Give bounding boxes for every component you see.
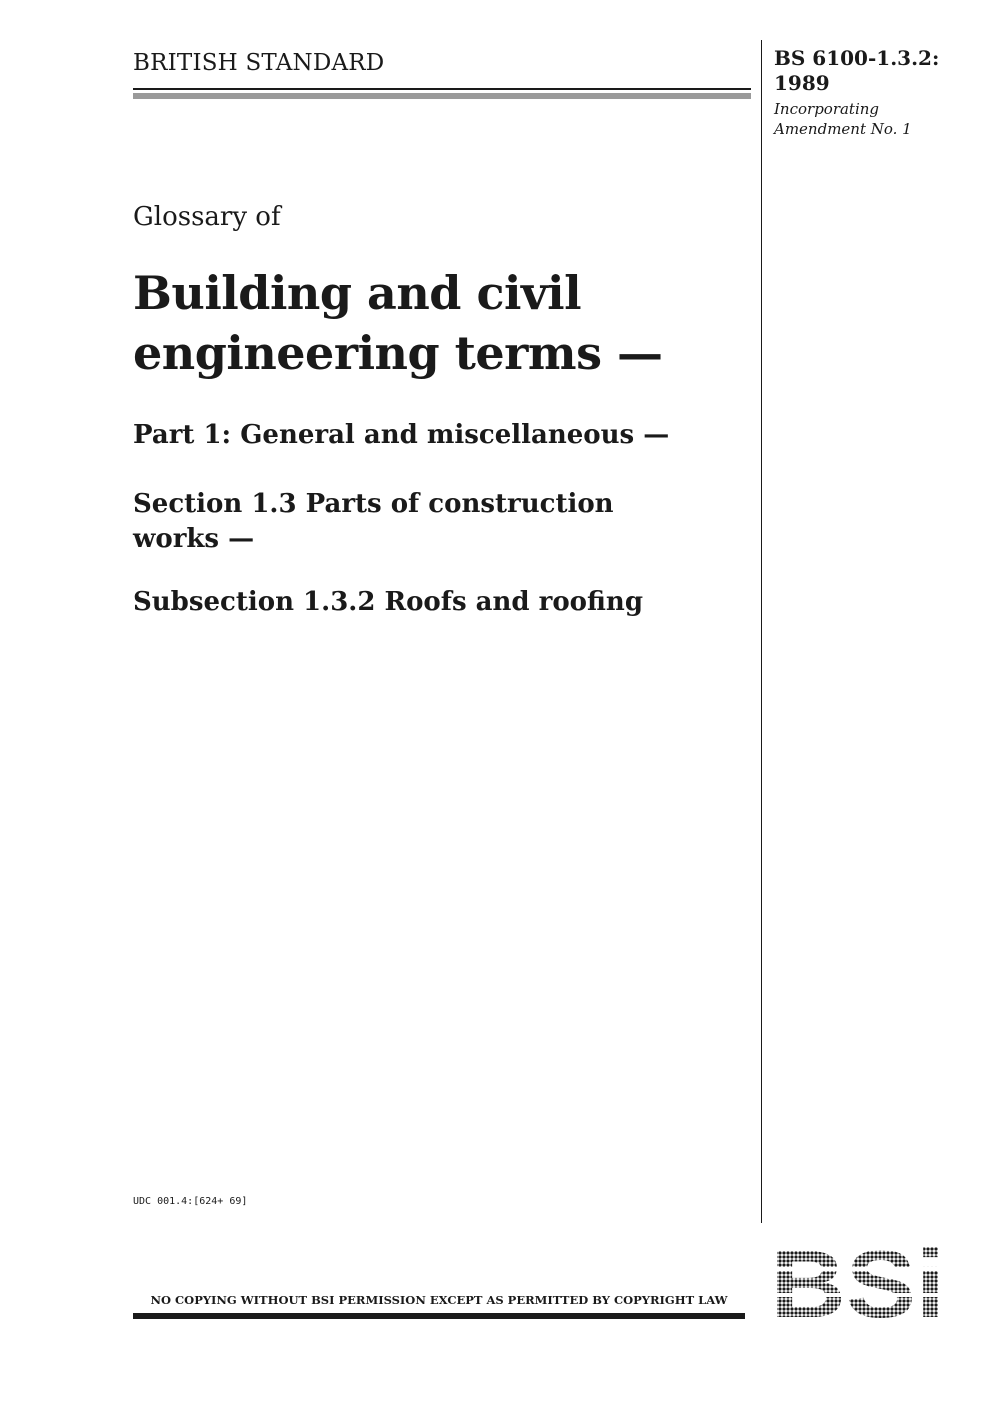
amendment-line2: Amendment No. 1: [774, 120, 912, 138]
standard-number-line1: BS 6100-1.3.2:: [774, 46, 940, 70]
glossary-heading: Glossary of: [133, 202, 281, 232]
bsi-logo: [770, 1243, 945, 1321]
amendment-line1: Incorporating: [774, 100, 880, 118]
main-title-line1: Building and civil: [133, 266, 582, 320]
section-title-line1: Section 1.3 Parts of construction: [133, 489, 614, 519]
copyright-notice: NO COPYING WITHOUT BSI PERMISSION EXCEPT AS PERMITTED BY COPYRIGHT LAW: [150, 1293, 728, 1307]
main-title: [133, 263, 753, 383]
section-title-line2: works —: [133, 524, 255, 554]
amendment-note: [774, 99, 974, 139]
document-type-label: BRITISH STANDARD: [133, 50, 385, 76]
standard-number-line2: 1989: [774, 71, 830, 95]
copyright-rule: [133, 1313, 745, 1319]
standard-number: [774, 46, 974, 96]
header-rule-gray: [133, 93, 751, 99]
header-rule-thin: [133, 88, 751, 90]
udc-code: UDC 001.4:[624+ 69]: [133, 1196, 248, 1207]
main-title-line2: engineering terms —: [133, 326, 663, 380]
part-title: Part 1: General and miscellaneous —: [133, 420, 670, 450]
section-title: [133, 487, 713, 557]
sidebar-divider: [761, 40, 762, 1223]
subsection-title: Subsection 1.3.2 Roofs and roofing: [133, 587, 643, 617]
